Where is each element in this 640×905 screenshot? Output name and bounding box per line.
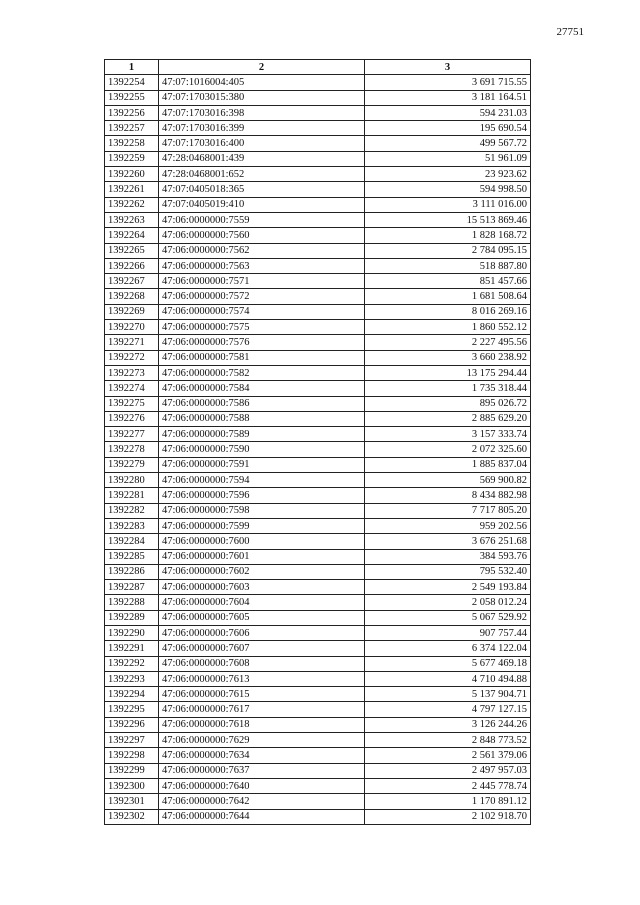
table-row xyxy=(105,610,531,625)
cadastral-value: 1 885 837.04 xyxy=(365,457,531,472)
cadastral-value: 3 660 238.92 xyxy=(365,350,531,365)
row-number: 1392264 xyxy=(105,228,159,243)
cadastral-value: 2 445 778.74 xyxy=(365,778,531,793)
row-number: 1392271 xyxy=(105,335,159,350)
cadastral-value: 518 887.80 xyxy=(365,258,531,273)
cadastral-value: 569 900.82 xyxy=(365,473,531,488)
cadastral-number: 47:06:0000000:7589 xyxy=(159,427,365,442)
cadastral-number: 47:06:0000000:7608 xyxy=(159,656,365,671)
row-number: 1392255 xyxy=(105,90,159,105)
cadastral-number: 47:07:1703015:380 xyxy=(159,90,365,105)
row-number: 1392289 xyxy=(105,610,159,625)
cadastral-value: 895 026.72 xyxy=(365,396,531,411)
row-number: 1392290 xyxy=(105,625,159,640)
cadastral-value: 5 677 469.18 xyxy=(365,656,531,671)
cadastral-value: 4 797 127.15 xyxy=(365,702,531,717)
cadastral-number: 47:06:0000000:7571 xyxy=(159,274,365,289)
cadastral-number: 47:28:0468001:439 xyxy=(159,151,365,166)
row-number: 1392296 xyxy=(105,717,159,732)
row-number: 1392298 xyxy=(105,748,159,763)
cadastral-number: 47:06:0000000:7607 xyxy=(159,641,365,656)
table-row xyxy=(105,182,531,197)
cadastral-number: 47:06:0000000:7637 xyxy=(159,763,365,778)
row-number: 1392268 xyxy=(105,289,159,304)
cadastral-value: 3 126 244.26 xyxy=(365,717,531,732)
table-row xyxy=(105,105,531,120)
table-row xyxy=(105,75,531,90)
cadastral-value: 8 016 269.16 xyxy=(365,304,531,319)
row-number: 1392297 xyxy=(105,733,159,748)
cadastral-value: 51 961.09 xyxy=(365,151,531,166)
table-row xyxy=(105,702,531,717)
table-row xyxy=(105,212,531,227)
table-row xyxy=(105,228,531,243)
table-row xyxy=(105,136,531,151)
row-number: 1392279 xyxy=(105,457,159,472)
cadastral-number: 47:06:0000000:7617 xyxy=(159,702,365,717)
table-header-row xyxy=(105,60,531,75)
table-row xyxy=(105,457,531,472)
table-row xyxy=(105,197,531,212)
table-row xyxy=(105,381,531,396)
table-row xyxy=(105,748,531,763)
row-number: 1392292 xyxy=(105,656,159,671)
table-row xyxy=(105,427,531,442)
table-row xyxy=(105,549,531,564)
row-number: 1392261 xyxy=(105,182,159,197)
column-header-1: 1 xyxy=(105,60,159,75)
cadastral-number: 47:06:0000000:7618 xyxy=(159,717,365,732)
row-number: 1392276 xyxy=(105,411,159,426)
cadastral-value: 3 157 333.74 xyxy=(365,427,531,442)
cadastral-number: 47:06:0000000:7606 xyxy=(159,625,365,640)
cadastral-value: 3 111 016.00 xyxy=(365,197,531,212)
cadastral-number: 47:06:0000000:7642 xyxy=(159,794,365,809)
table-row xyxy=(105,243,531,258)
cadastral-value: 3 181 164.51 xyxy=(365,90,531,105)
row-number: 1392267 xyxy=(105,274,159,289)
cadastral-value: 3 676 251.68 xyxy=(365,534,531,549)
cadastral-number: 47:06:0000000:7588 xyxy=(159,411,365,426)
cadastral-number: 47:06:0000000:7605 xyxy=(159,610,365,625)
table-row xyxy=(105,167,531,182)
column-header-3: 3 xyxy=(365,60,531,75)
cadastral-value: 2 058 012.24 xyxy=(365,595,531,610)
row-number: 1392260 xyxy=(105,167,159,182)
cadastral-number: 47:07:0405019:410 xyxy=(159,197,365,212)
cadastral-number: 47:06:0000000:7598 xyxy=(159,503,365,518)
cadastral-number: 47:06:0000000:7562 xyxy=(159,243,365,258)
table-row xyxy=(105,335,531,350)
cadastral-value: 7 717 805.20 xyxy=(365,503,531,518)
table-row xyxy=(105,794,531,809)
cadastral-value: 2 784 095.15 xyxy=(365,243,531,258)
cadastral-number: 47:06:0000000:7575 xyxy=(159,320,365,335)
cadastral-number: 47:06:0000000:7640 xyxy=(159,778,365,793)
cadastral-number: 47:06:0000000:7644 xyxy=(159,809,365,824)
row-number: 1392270 xyxy=(105,320,159,335)
row-number: 1392259 xyxy=(105,151,159,166)
table-row xyxy=(105,365,531,380)
cadastral-value: 1 170 891.12 xyxy=(365,794,531,809)
row-number: 1392254 xyxy=(105,75,159,90)
cadastral-value: 2 561 379.06 xyxy=(365,748,531,763)
table-row xyxy=(105,717,531,732)
cadastral-value: 2 497 957.03 xyxy=(365,763,531,778)
cadastral-number: 47:07:1703016:398 xyxy=(159,105,365,120)
row-number: 1392269 xyxy=(105,304,159,319)
row-number: 1392283 xyxy=(105,518,159,533)
cadastral-value: 1 828 168.72 xyxy=(365,228,531,243)
table-row xyxy=(105,304,531,319)
cadastral-value-table xyxy=(104,59,531,825)
column-header-2: 2 xyxy=(159,60,365,75)
row-number: 1392286 xyxy=(105,564,159,579)
cadastral-number: 47:06:0000000:7601 xyxy=(159,549,365,564)
row-number: 1392287 xyxy=(105,580,159,595)
row-number: 1392291 xyxy=(105,641,159,656)
cadastral-number: 47:07:1703016:399 xyxy=(159,121,365,136)
cadastral-number: 47:07:1016004:405 xyxy=(159,75,365,90)
cadastral-number: 47:06:0000000:7584 xyxy=(159,381,365,396)
row-number: 1392273 xyxy=(105,365,159,380)
cadastral-value: 2 549 193.84 xyxy=(365,580,531,595)
cadastral-value: 2 885 629.20 xyxy=(365,411,531,426)
cadastral-number: 47:06:0000000:7634 xyxy=(159,748,365,763)
cadastral-value: 795 532.40 xyxy=(365,564,531,579)
row-number: 1392280 xyxy=(105,473,159,488)
cadastral-number: 47:06:0000000:7615 xyxy=(159,687,365,702)
cadastral-value: 15 513 869.46 xyxy=(365,212,531,227)
cadastral-value: 6 374 122.04 xyxy=(365,641,531,656)
cadastral-value: 2 072 325.60 xyxy=(365,442,531,457)
cadastral-value: 1 860 552.12 xyxy=(365,320,531,335)
cadastral-number: 47:06:0000000:7582 xyxy=(159,365,365,380)
cadastral-value: 2 848 773.52 xyxy=(365,733,531,748)
cadastral-number: 47:06:0000000:7563 xyxy=(159,258,365,273)
row-number: 1392285 xyxy=(105,549,159,564)
cadastral-number: 47:07:0405018:365 xyxy=(159,182,365,197)
row-number: 1392277 xyxy=(105,427,159,442)
cadastral-value: 1 681 508.64 xyxy=(365,289,531,304)
cadastral-value: 2 227 495.56 xyxy=(365,335,531,350)
cadastral-number: 47:06:0000000:7602 xyxy=(159,564,365,579)
table-row xyxy=(105,350,531,365)
table-row xyxy=(105,763,531,778)
row-number: 1392300 xyxy=(105,778,159,793)
cadastral-number: 47:06:0000000:7559 xyxy=(159,212,365,227)
cadastral-value: 4 710 494.88 xyxy=(365,671,531,686)
cadastral-number: 47:06:0000000:7581 xyxy=(159,350,365,365)
row-number: 1392302 xyxy=(105,809,159,824)
cadastral-number: 47:06:0000000:7613 xyxy=(159,671,365,686)
row-number: 1392275 xyxy=(105,396,159,411)
table-row xyxy=(105,274,531,289)
row-number: 1392293 xyxy=(105,671,159,686)
cadastral-value: 959 202.56 xyxy=(365,518,531,533)
cadastral-value: 23 923.62 xyxy=(365,167,531,182)
cadastral-number: 47:06:0000000:7574 xyxy=(159,304,365,319)
row-number: 1392262 xyxy=(105,197,159,212)
cadastral-value: 594 231.03 xyxy=(365,105,531,120)
row-number: 1392258 xyxy=(105,136,159,151)
cadastral-number: 47:06:0000000:7596 xyxy=(159,488,365,503)
cadastral-number: 47:06:0000000:7591 xyxy=(159,457,365,472)
cadastral-number: 47:06:0000000:7576 xyxy=(159,335,365,350)
cadastral-value: 851 457.66 xyxy=(365,274,531,289)
table-row xyxy=(105,151,531,166)
table-row xyxy=(105,656,531,671)
cadastral-number: 47:06:0000000:7572 xyxy=(159,289,365,304)
table-row xyxy=(105,778,531,793)
table-row xyxy=(105,733,531,748)
table-row xyxy=(105,320,531,335)
table-row xyxy=(105,503,531,518)
cadastral-number: 47:06:0000000:7603 xyxy=(159,580,365,595)
row-number: 1392274 xyxy=(105,381,159,396)
row-number: 1392256 xyxy=(105,105,159,120)
row-number: 1392301 xyxy=(105,794,159,809)
table-row xyxy=(105,564,531,579)
cadastral-value: 5 137 904.71 xyxy=(365,687,531,702)
row-number: 1392281 xyxy=(105,488,159,503)
table-row xyxy=(105,258,531,273)
table-row xyxy=(105,442,531,457)
table-row xyxy=(105,411,531,426)
cadastral-number: 47:06:0000000:7599 xyxy=(159,518,365,533)
cadastral-number: 47:06:0000000:7590 xyxy=(159,442,365,457)
cadastral-value: 2 102 918.70 xyxy=(365,809,531,824)
table-row xyxy=(105,90,531,105)
cadastral-value: 907 757.44 xyxy=(365,625,531,640)
cadastral-value: 594 998.50 xyxy=(365,182,531,197)
cadastral-number: 47:06:0000000:7600 xyxy=(159,534,365,549)
cadastral-number: 47:06:0000000:7604 xyxy=(159,595,365,610)
table-row xyxy=(105,809,531,824)
table-row xyxy=(105,518,531,533)
table-row xyxy=(105,671,531,686)
table-body xyxy=(105,75,531,825)
table-row xyxy=(105,121,531,136)
row-number: 1392278 xyxy=(105,442,159,457)
cadastral-number: 47:07:1703016:400 xyxy=(159,136,365,151)
cadastral-number: 47:06:0000000:7560 xyxy=(159,228,365,243)
cadastral-value: 195 690.54 xyxy=(365,121,531,136)
row-number: 1392295 xyxy=(105,702,159,717)
cadastral-value: 384 593.76 xyxy=(365,549,531,564)
row-number: 1392288 xyxy=(105,595,159,610)
cadastral-value: 1 735 318.44 xyxy=(365,381,531,396)
row-number: 1392294 xyxy=(105,687,159,702)
cadastral-value: 5 067 529.92 xyxy=(365,610,531,625)
cadastral-number: 47:28:0468001:652 xyxy=(159,167,365,182)
table-row xyxy=(105,473,531,488)
cadastral-number: 47:06:0000000:7594 xyxy=(159,473,365,488)
row-number: 1392284 xyxy=(105,534,159,549)
page-number: 27751 xyxy=(556,26,584,38)
table-row xyxy=(105,534,531,549)
table-row xyxy=(105,396,531,411)
row-number: 1392299 xyxy=(105,763,159,778)
row-number: 1392282 xyxy=(105,503,159,518)
row-number: 1392265 xyxy=(105,243,159,258)
cadastral-number: 47:06:0000000:7629 xyxy=(159,733,365,748)
cadastral-value: 3 691 715.55 xyxy=(365,75,531,90)
row-number: 1392272 xyxy=(105,350,159,365)
row-number: 1392266 xyxy=(105,258,159,273)
cadastral-number: 47:06:0000000:7586 xyxy=(159,396,365,411)
table-row xyxy=(105,580,531,595)
table-row xyxy=(105,641,531,656)
table-row xyxy=(105,595,531,610)
table-row xyxy=(105,289,531,304)
cadastral-value: 13 175 294.44 xyxy=(365,365,531,380)
row-number: 1392257 xyxy=(105,121,159,136)
row-number: 1392263 xyxy=(105,212,159,227)
table-row xyxy=(105,625,531,640)
table-row xyxy=(105,488,531,503)
table-row xyxy=(105,687,531,702)
cadastral-value: 8 434 882.98 xyxy=(365,488,531,503)
cadastral-value: 499 567.72 xyxy=(365,136,531,151)
